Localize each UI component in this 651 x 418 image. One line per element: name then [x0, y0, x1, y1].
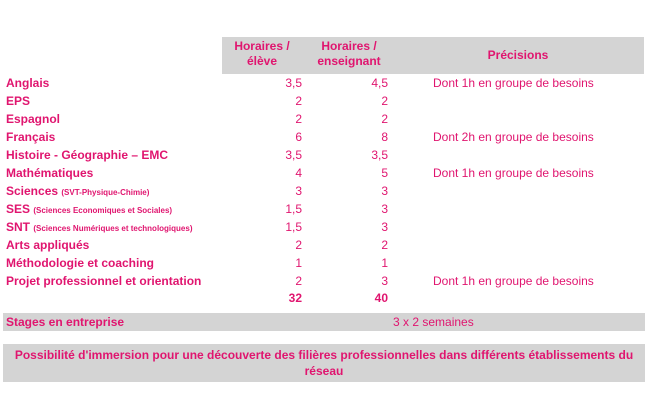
subject-detail: (SVT-Physique-Chimie): [61, 188, 150, 197]
subject-name: SES: [6, 202, 31, 216]
hours-enseignant: 3: [381, 274, 388, 288]
subject-name: Histoire - Géographie – EMC: [6, 148, 169, 162]
subject-label: [6, 74, 49, 92]
hours-eleve: 2: [295, 112, 302, 126]
subject-name: Sciences: [6, 184, 59, 198]
subject-label: [6, 272, 201, 290]
hours-eleve: 3,5: [285, 148, 302, 162]
subject-name: Arts appliqués: [6, 238, 90, 252]
subject-label: [6, 254, 154, 272]
table-row: [0, 218, 651, 236]
header-horaires-enseignant: Horaires / enseignant: [317, 39, 381, 68]
table-row: [0, 200, 651, 218]
table-row: [0, 272, 651, 290]
total-enseignant: 40: [374, 291, 388, 305]
hours-enseignant: 1: [381, 256, 388, 270]
subject-name: Méthodologie et coaching: [6, 256, 155, 270]
totals-row: [0, 290, 651, 306]
subjects-table: [0, 74, 651, 290]
hours-enseignant: 3: [381, 184, 388, 198]
subject-label: [6, 128, 55, 146]
table-row: [0, 128, 651, 146]
subject-label: [6, 236, 89, 254]
subject-name: Espagnol: [6, 112, 61, 126]
header-precisions: Précisions: [487, 48, 549, 62]
immersion-note: Possibilité d'immersion pour une découverte des filières professionnelles dans différents établissements du réseau: [3, 344, 645, 382]
stage-label: Stages en entreprise: [6, 315, 125, 329]
subject-name: SNT: [6, 220, 30, 234]
subject-label: [6, 200, 172, 220]
hours-eleve: 6: [295, 130, 302, 144]
header-horaires-eleve: Horaires / élève: [234, 39, 290, 68]
hours-eleve: 3: [295, 184, 302, 198]
hours-eleve: 1: [295, 256, 302, 270]
hours-enseignant: 4,5: [371, 76, 388, 90]
hours-eleve: 3,5: [285, 76, 302, 90]
hours-eleve: 1,5: [285, 220, 302, 234]
table-row: [0, 146, 651, 164]
subject-name: EPS: [6, 94, 31, 108]
hours-enseignant: 2: [381, 112, 388, 126]
precision-note: Dont 1h en groupe de besoins: [433, 166, 594, 180]
hours-eleve: 2: [295, 274, 302, 288]
subject-label: [6, 182, 149, 202]
hours-eleve: 2: [295, 94, 302, 108]
hours-eleve: 2: [295, 238, 302, 252]
table-row: [0, 254, 651, 272]
subject-label: [6, 110, 60, 128]
subject-name: Français: [6, 130, 56, 144]
total-eleve: 32: [288, 291, 302, 305]
hours-enseignant: 5: [381, 166, 388, 180]
precision-note: Dont 1h en groupe de besoins: [433, 274, 594, 288]
subject-name: Anglais: [6, 76, 50, 90]
precision-note: Dont 2h en groupe de besoins: [433, 130, 594, 144]
subject-label: [6, 92, 30, 110]
subject-name: Mathématiques: [6, 166, 94, 180]
table-row: [0, 92, 651, 110]
hours-eleve: 4: [295, 166, 302, 180]
table-row: [0, 164, 651, 182]
subject-label: [6, 164, 93, 182]
hours-enseignant: 3,5: [371, 148, 388, 162]
hours-enseignant: 3: [381, 220, 388, 234]
subject-label: [6, 218, 193, 238]
subject-name: Projet professionnel et orientation: [6, 274, 202, 288]
hours-enseignant: 8: [381, 130, 388, 144]
table-row: [0, 236, 651, 254]
hours-eleve: 1,5: [285, 202, 302, 216]
subject-detail: (Sciences Numériques et technologiques): [33, 224, 193, 233]
hours-enseignant: 2: [381, 94, 388, 108]
subject-label: [6, 146, 168, 164]
subject-detail: (Sciences Economiques et Sociales): [33, 206, 173, 215]
stage-value: 3 x 2 semaines: [393, 315, 474, 329]
precision-note: Dont 1h en groupe de besoins: [433, 76, 594, 90]
stage-row: [3, 313, 645, 331]
table-row: [0, 74, 651, 92]
table-row: [0, 110, 651, 128]
hours-enseignant: 2: [381, 238, 388, 252]
hours-enseignant: 3: [381, 202, 388, 216]
table-row: [0, 182, 651, 200]
